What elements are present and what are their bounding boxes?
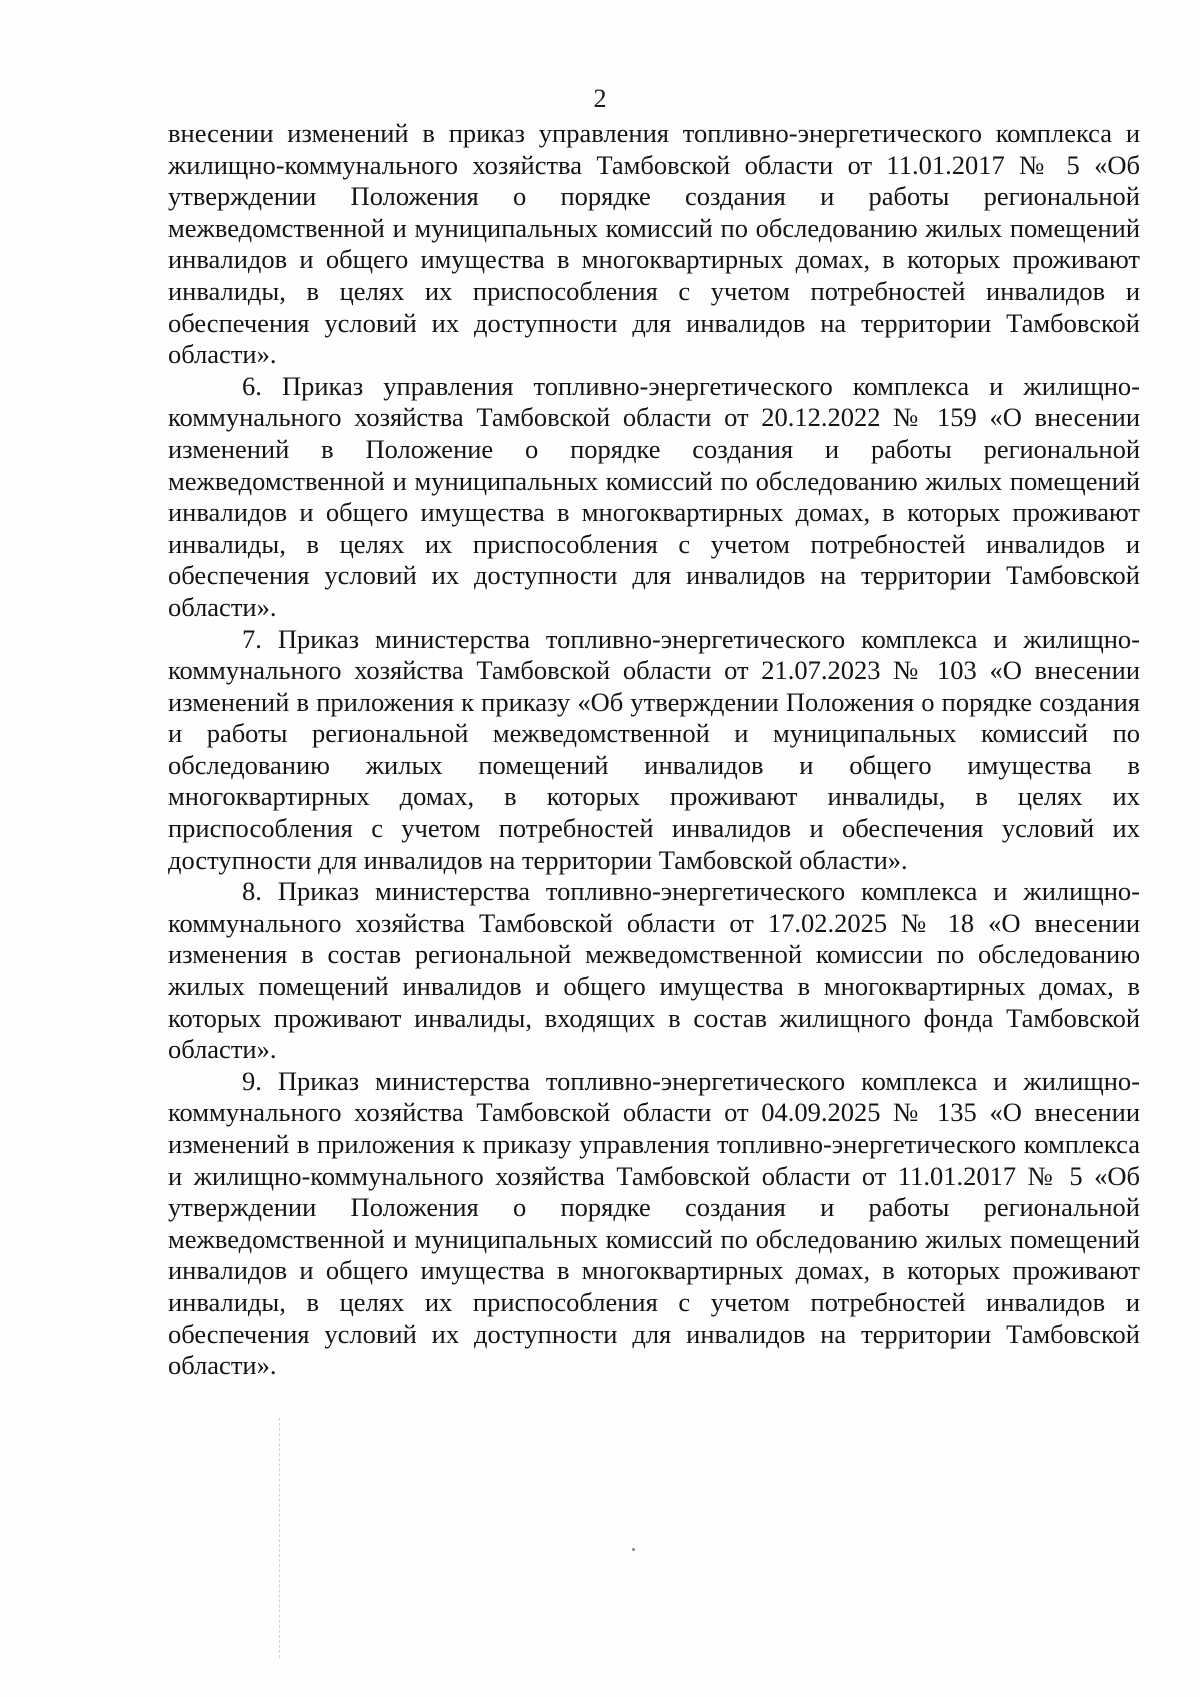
scan-artifact-line xyxy=(279,1418,280,1658)
paragraph-item-9: 9. Приказ министерства топливно-энергетического комплекса и жилищно-коммунального хозяйства Тамбовской области от 04.09.2025 № 135 «О внесении изменений в приложения к приказу управления топливно-энергетического комплекса и жилищно-коммунального хозяйства Тамбовской области от 11.01.2017 № 5 «Об утверждении Положения о порядке создания и работы региональной межведомственной и муниципальных комиссий по обследованию жилых помещений инвалидов и общего имущества в многоквартирных домах, в которых проживают инвалиды, в целях их приспособления с учетом потребностей инвалидов и обеспечения условий их доступности для инвалидов на территории Тамбовской области». xyxy=(168,1065,1140,1381)
paragraph-item-8: 8. Приказ министерства топливно-энергетического комплекса и жилищно-коммунального хозяйства Тамбовской области от 17.02.2025 № 18 «О внесении изменения в состав региональной межведомственной комиссии по обследованию жилых помещений инвалидов и общего имущества в многоквартирных домах, в которых проживают инвалиды, входящих в состав жилищного фонда Тамбовской области». xyxy=(168,876,1140,1065)
paragraph-item-6: 6. Приказ управления топливно-энергетического комплекса и жилищно-коммунального хозяйства Тамбовской области от 20.12.2022 № 159 «О внесении изменений в Положение о порядке создания и работы региональной межведомственной и муниципальных комиссий по обследованию жилых помещений инвалидов и общего имущества в многоквартирных домах, в которых проживают инвалиды, в целях их приспособления с учетом потребностей инвалидов и обеспечения условий их доступности для инвалидов на территории Тамбовской области». xyxy=(168,370,1140,622)
scan-artifact-dot xyxy=(632,1548,635,1551)
document-body xyxy=(168,118,1140,1382)
paragraph-continuation: внесении изменений в приказ управления топливно-энергетического комплекса и жилищно-коммунального хозяйства Тамбовской области от 11.01.2017 № 5 «Об утверждении Положения о порядке создания и работы региональной межведомственной и муниципальных комиссий по обследованию жилых помещений инвалидов и общего имущества в многоквартирных домах, в которых проживают инвалиды, в целях их приспособления с учетом потребностей инвалидов и обеспечения условий их доступности для инвалидов на территории Тамбовской области». xyxy=(168,118,1140,370)
paragraph-item-7: 7. Приказ министерства топливно-энергетического комплекса и жилищно-коммунального хозяйства Тамбовской области от 21.07.2023 № 103 «О внесении изменений в приложения к приказу «Об утверждении Положения о порядке создания и работы региональной межведомственной и муниципальных комиссий по обследованию жилых помещений инвалидов и общего имущества в многоквартирных домах, в которых проживают инвалиды, в целях их приспособления с учетом потребностей инвалидов и обеспечения условий их доступности для инвалидов на территории Тамбовской области». xyxy=(168,623,1140,875)
page-number: 2 xyxy=(593,84,607,113)
